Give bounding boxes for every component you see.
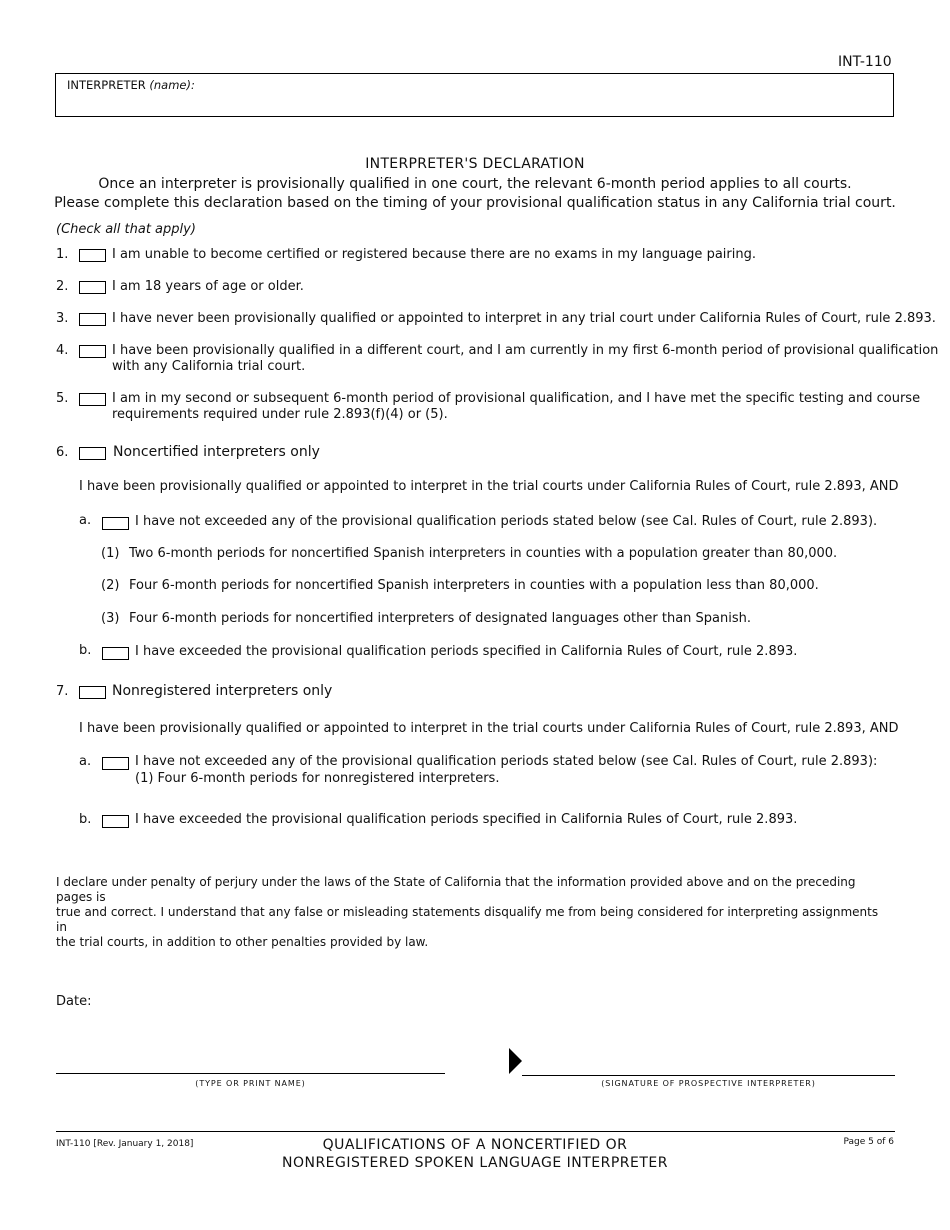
item-7-checkbox[interactable] bbox=[79, 686, 106, 699]
item-6a-letter: a. bbox=[79, 513, 92, 528]
item-2-checkbox[interactable] bbox=[79, 281, 106, 294]
item-7-number: 7. bbox=[56, 684, 69, 699]
interpreter-name-field[interactable] bbox=[55, 73, 894, 117]
item-6a-text: I have not exceeded any of the provisional qualification periods stated below (see Cal. Rules of Court, rule 2.893). bbox=[135, 514, 878, 529]
item-7a-checkbox[interactable] bbox=[102, 757, 129, 770]
penalty-line-1: I declare under penalty of perjury under the laws of the State of California that the information provided above and on the preceding pages is bbox=[56, 875, 856, 904]
footer-title-line1: QUALIFICATIONS OF A NONCERTIFIED OR bbox=[322, 1137, 628, 1153]
period-3-number: (3) bbox=[101, 611, 120, 626]
declaration-intro-line2: Please complete this declaration based on the timing of your provisional qualification status in any California trial court. bbox=[54, 195, 896, 211]
item-5-checkbox[interactable] bbox=[79, 393, 106, 406]
item-4-number: 4. bbox=[56, 343, 69, 358]
print-name-line[interactable] bbox=[56, 1073, 445, 1074]
period-3-text: Four 6-month periods for noncertified interpreters of designated languages other than Spanish. bbox=[129, 611, 752, 626]
footer-page-number: Page 5 of 6 bbox=[843, 1137, 894, 1147]
item-6-heading: Noncertified interpreters only bbox=[113, 444, 320, 460]
period-2-number: (2) bbox=[101, 578, 120, 593]
declaration-intro-line1: Once an interpreter is provisionally qualified in one court, the relevant 6-month period applies to all courts. bbox=[98, 176, 852, 192]
item-3-text: I have never been provisionally qualified or appointed to interpret in any trial court under California Rules of Court, rule 2.893. bbox=[112, 311, 936, 326]
item-7b-letter: b. bbox=[79, 812, 92, 827]
footer-rule bbox=[56, 1131, 895, 1132]
interpreter-name-label bbox=[67, 78, 195, 92]
footer-revision: INT-110 [Rev. January 1, 2018] bbox=[56, 1139, 194, 1149]
footer-title bbox=[0, 1136, 950, 1172]
item-7b-text: I have exceeded the provisional qualification periods specified in California Rules of Court, rule 2.893. bbox=[135, 812, 798, 827]
penalty-statement bbox=[56, 875, 892, 950]
item-5-number: 5. bbox=[56, 391, 69, 406]
item-7a-sub: (1) Four 6-month periods for nonregistered interpreters. bbox=[135, 771, 500, 786]
period-2-text: Four 6-month periods for noncertified Spanish interpreters in counties with a population less than 80,000. bbox=[129, 578, 819, 593]
item-7-statement: I have been provisionally qualified or appointed to interpret in the trial courts under California Rules of Court, rule 2.893, AND bbox=[79, 721, 899, 736]
item-1-number: 1. bbox=[56, 247, 69, 262]
period-1-number: (1) bbox=[101, 546, 120, 561]
item-6a-checkbox[interactable] bbox=[102, 517, 129, 530]
signature-caption: (SIGNATURE OF PROSPECTIVE INTERPRETER) bbox=[601, 1079, 816, 1088]
item-4-text-line2: with any California trial court. bbox=[112, 359, 306, 374]
item-3-number: 3. bbox=[56, 311, 69, 326]
declaration-title: INTERPRETER'S DECLARATION bbox=[365, 156, 585, 172]
item-5-text-line1: I am in my second or subsequent 6-month period of provisional qualification, and I have met the specific testing and course bbox=[112, 391, 921, 406]
date-label: Date: bbox=[56, 994, 92, 1009]
period-1-text: Two 6-month periods for noncertified Spanish interpreters in counties with a population greater than 80,000. bbox=[129, 546, 838, 561]
item-3-checkbox[interactable] bbox=[79, 313, 106, 326]
interpreter-label: INTERPRETER bbox=[67, 78, 146, 92]
item-6-number: 6. bbox=[56, 445, 69, 460]
item-4-checkbox[interactable] bbox=[79, 345, 106, 358]
item-7b-checkbox[interactable] bbox=[102, 815, 129, 828]
footer-title-line2: NONREGISTERED SPOKEN LANGUAGE INTERPRETER bbox=[281, 1155, 668, 1171]
signature-arrow-icon bbox=[509, 1048, 522, 1074]
item-6-statement: I have been provisionally qualified or appointed to interpret in the trial courts under California Rules of Court, rule 2.893, AND bbox=[79, 479, 899, 494]
item-1-text: I am unable to become certified or registered because there are no exams in my language pairing. bbox=[112, 247, 756, 262]
item-1-checkbox[interactable] bbox=[79, 249, 106, 262]
penalty-line-3: the trial courts, in addition to other penalties provided by law. bbox=[56, 935, 429, 949]
item-4-text-line1: I have been provisionally qualified in a different court, and I am currently in my first 6-month period of provisional qualification bbox=[112, 343, 939, 358]
item-7a-letter: a. bbox=[79, 754, 92, 769]
item-5-text-line2: requirements required under rule 2.893(f)(4) or (5). bbox=[112, 407, 448, 422]
penalty-line-2: true and correct. I understand that any false or misleading statements disqualify me from being considered for interpreting assignments in bbox=[56, 905, 879, 934]
item-7a-text: I have not exceeded any of the provisional qualification periods stated below (see Cal. Rules of Court, rule 2.893): bbox=[135, 754, 878, 769]
item-2-number: 2. bbox=[56, 279, 69, 294]
interpreter-label-note: (name): bbox=[149, 78, 195, 92]
form-id: INT-110 bbox=[838, 54, 892, 70]
item-6b-letter: b. bbox=[79, 643, 92, 658]
signature-line[interactable] bbox=[522, 1075, 895, 1076]
item-7-heading: Nonregistered interpreters only bbox=[112, 683, 333, 699]
check-all-note: (Check all that apply) bbox=[56, 222, 196, 237]
item-6-checkbox[interactable] bbox=[79, 447, 106, 460]
item-2-text: I am 18 years of age or older. bbox=[112, 279, 304, 294]
item-6b-text: I have exceeded the provisional qualification periods specified in California Rules of Court, rule 2.893. bbox=[135, 644, 798, 659]
print-name-caption: (TYPE OR PRINT NAME) bbox=[195, 1079, 306, 1088]
item-6b-checkbox[interactable] bbox=[102, 647, 129, 660]
